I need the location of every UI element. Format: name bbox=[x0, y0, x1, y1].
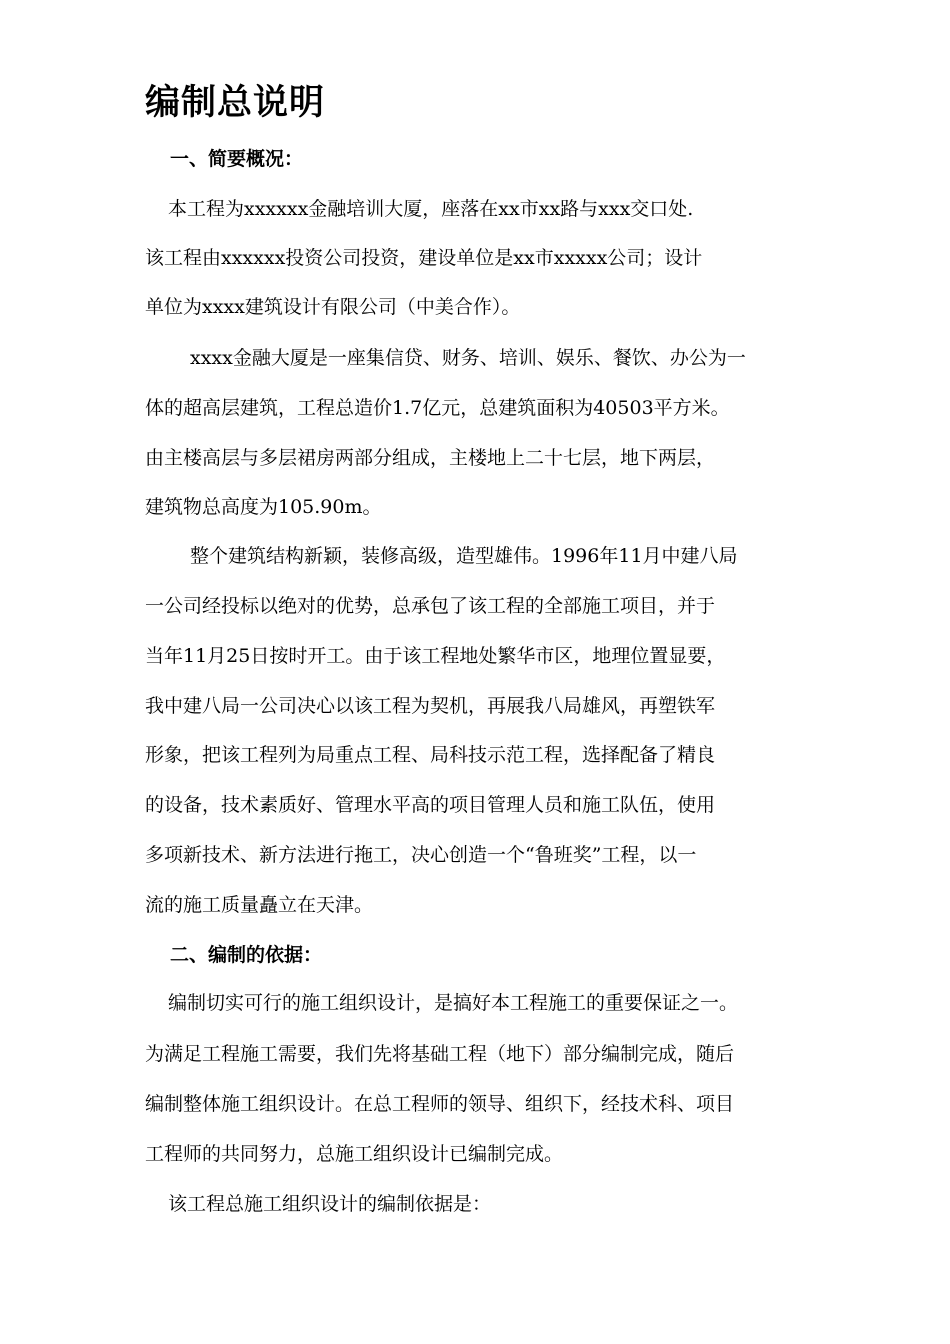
paragraph-line: 由主楼高层与多层裙房两部分组成，主楼地上二十七层，地下两层， bbox=[145, 447, 716, 469]
paragraph-line: 体的超高层建筑，工程总造价1.7亿元，总建筑面积为40503平方米。 bbox=[145, 397, 730, 419]
paragraph-line: 多项新技术、新方法进行拖工，决心创造一个“鲁班奖”工程，以一 bbox=[145, 844, 697, 866]
paragraph-line: 流的施工质量矗立在天津。 bbox=[145, 894, 374, 916]
paragraph-line: 编制切实可行的施工组织设计，是搞好本工程施工的重要保证之一。 bbox=[168, 992, 739, 1014]
paragraph-line: 工程师的共同努力，总施工组织设计已编制完成。 bbox=[145, 1143, 564, 1165]
section-heading: 二、编制的依据： bbox=[170, 944, 323, 966]
section-heading: 一、简要概况： bbox=[170, 148, 304, 170]
paragraph-line: 编制整体施工组织设计。在总工程师的领导、组织下，经技术科、项目 bbox=[145, 1093, 735, 1115]
paragraph-line: 整个建筑结构新颖，装修高级，造型雄伟。1996年11月中建八局 bbox=[190, 545, 738, 567]
document-title: 编制总说明 bbox=[145, 83, 326, 123]
paragraph-line: 我中建八局一公司决心以该工程为契机，再展我八局雄风，再塑铁军 bbox=[145, 695, 716, 717]
paragraph-line: 建筑物总高度为105.90m。 bbox=[145, 496, 382, 518]
paragraph-line: 该工程总施工组织设计的编制依据是： bbox=[168, 1193, 492, 1215]
paragraph-line: 为满足工程施工需要，我们先将基础工程（地下）部分编制完成，随后 bbox=[145, 1043, 735, 1065]
paragraph-line: 本工程为xxxxxx金融培训大厦，座落在xx市xx路与xxx交口处. bbox=[168, 198, 694, 220]
paragraph-line: 该工程由xxxxxx投资公司投资，建设单位是xx市xxxxx公司；设计 bbox=[145, 247, 703, 269]
paragraph-line: 形象，把该工程列为局重点工程、局科技示范工程，选择配备了精良 bbox=[145, 744, 716, 766]
paragraph-line: 单位为xxxx建筑设计有限公司（中美合作）。 bbox=[145, 296, 521, 318]
paragraph-line: 当年11月25日按时开工。由于该工程地处繁华市区，地理位置显要， bbox=[145, 645, 726, 667]
paragraph-line: xxxx金融大厦是一座集信贷、财务、培训、娱乐、餐饮、办公为一 bbox=[190, 347, 746, 369]
paragraph-line: 的设备，技术素质好、管理水平高的项目管理人员和施工队伍，使用 bbox=[145, 794, 716, 816]
paragraph-line: 一公司经投标以绝对的优势，总承包了该工程的全部施工项目，并于 bbox=[145, 595, 716, 617]
